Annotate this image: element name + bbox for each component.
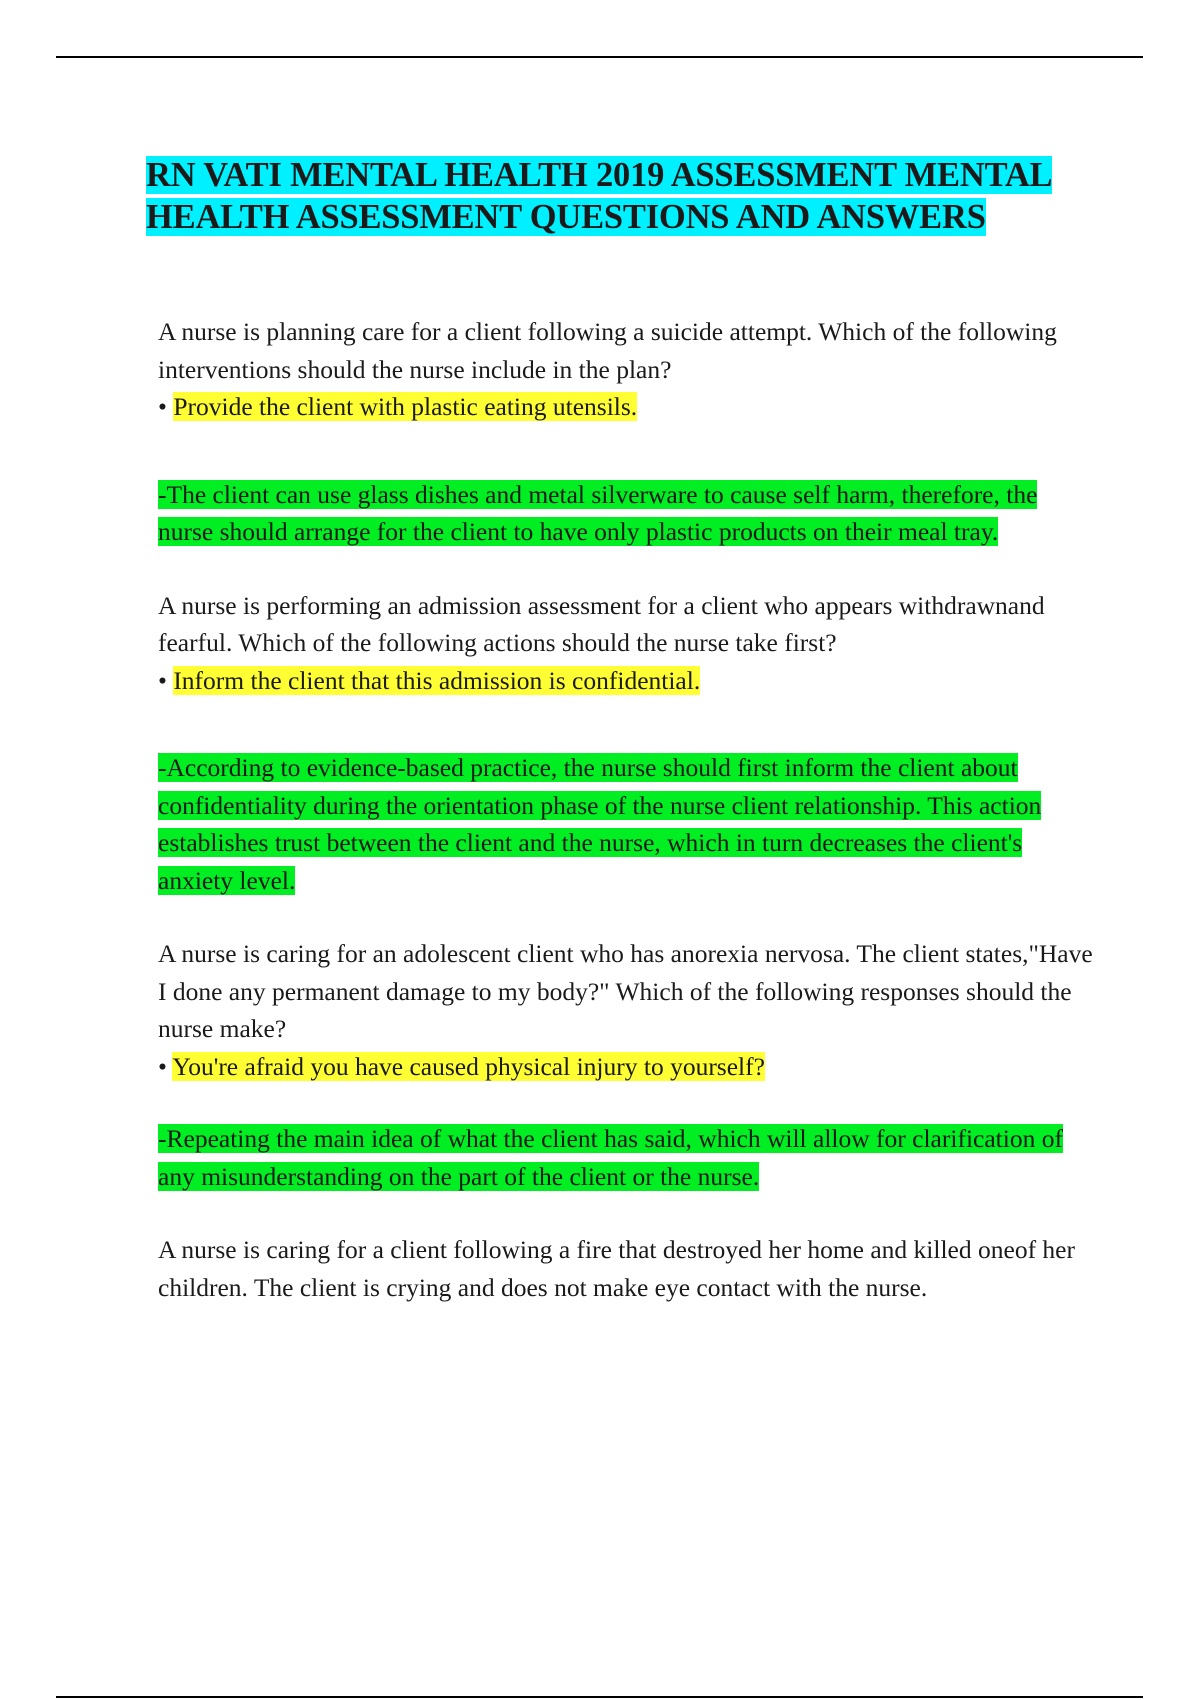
question-text: A nurse is caring for an adolescent client who has anorexia nervosa. The client states,"Have I done any permanent damage to my body?" Which of the following responses should the nurse make? (158, 939, 1093, 1043)
answer-text: You're afraid you have caused physical injury to yourself? (172, 1051, 765, 1081)
bottom-rule (56, 1696, 1143, 1698)
answer-line: • Provide the client with plastic eating utensils. (158, 392, 638, 421)
question-text: A nurse is caring for a client following a fire that destroyed her home and killed oneof her children. The client is crying and does not make eye contact with the nurse. (158, 1235, 1075, 1302)
document-title (146, 154, 1066, 238)
answer-line: • You're afraid you have caused physical injury to yourself? (158, 1051, 765, 1081)
answer-line: • Inform the client that this admission is confidential. (158, 665, 701, 695)
answer-text: Inform the client that this admission is confidential. (173, 665, 701, 695)
rationale-text: -According to evidence-based practice, the nurse should first inform the client about confidentiality during the orientation phase of the nurse client relationship. This action establishes trust between the client and the nurse, which in turn decreases the client's anxiety level. (158, 753, 1042, 895)
question-text: A nurse is planning care for a client following a suicide attempt. Which of the following interventions should the nurse include in the plan? (158, 317, 1057, 384)
rationale-text: -Repeating the main idea of what the client has said, which will allow for clarification of any misunderstanding on the part of the client or the nurse. (158, 1124, 1063, 1191)
answer-text: Provide the client with plastic eating utensils. (173, 392, 638, 421)
rationale-line (158, 749, 1098, 899)
question-text: A nurse is performing an admission assessment for a client who appears withdrawnand fearful. Which of the following actions should the nurse take first? (158, 590, 1045, 657)
top-rule (56, 56, 1143, 58)
document-body (158, 313, 1098, 1306)
rationale-text: -The client can use glass dishes and metal silverware to cause self harm, therefore, the nurse should arrange for the client to have only plastic products on their meal tray. (158, 479, 1038, 546)
document-title-text: RN VATI MENTAL HEALTH 2019 ASSESSMENT MENTAL HEALTH ASSESSMENT QUESTIONS AND ANSWERS (146, 156, 1053, 236)
rationale-line (158, 476, 1098, 551)
rationale-line (158, 1120, 1098, 1195)
